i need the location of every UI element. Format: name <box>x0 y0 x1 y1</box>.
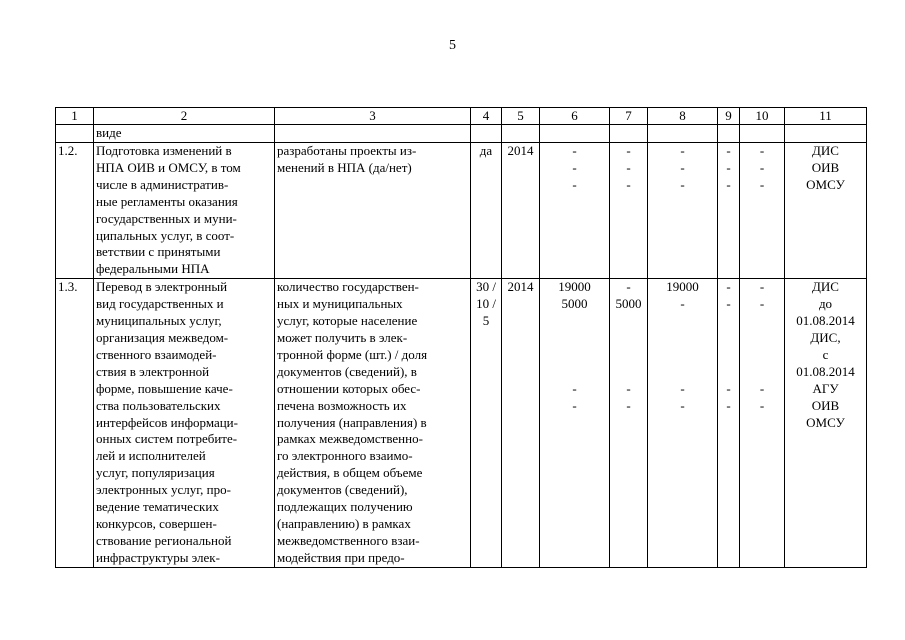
measure-name <box>94 143 275 279</box>
value-c4: да <box>471 143 502 279</box>
text-line: форме, повышение каче- <box>96 380 233 396</box>
text-line <box>720 313 737 330</box>
text-line: - <box>759 279 765 295</box>
text-line: Перевод в электронный <box>96 279 228 295</box>
text-line: ветствии с принятыми <box>96 244 221 260</box>
text-line: - <box>759 176 765 192</box>
text-line: - <box>680 380 685 396</box>
text-line <box>612 330 645 347</box>
text-line: - <box>626 380 631 396</box>
text-line <box>742 313 782 330</box>
indicator-text <box>275 143 471 279</box>
text-line: - <box>726 380 731 396</box>
text-line: - <box>572 380 577 396</box>
text-line: менений в НПА (да/нет) <box>277 159 412 175</box>
text-line: с <box>822 346 829 362</box>
value-c10 <box>740 143 785 279</box>
text-line: количество государствен- <box>277 279 419 295</box>
text-line: АГУ <box>812 380 839 396</box>
text-line: 5 <box>482 313 490 329</box>
text-line: 5000 <box>615 296 642 312</box>
text-line: ственного взаимодей- <box>96 346 217 362</box>
header-cell: 11 <box>785 108 867 125</box>
text-line: - <box>726 159 731 175</box>
text-line: - <box>726 296 731 312</box>
text-line <box>650 330 715 347</box>
page-number: 5 <box>449 38 456 53</box>
text-line: - <box>572 143 577 158</box>
text-line: 5000 <box>561 296 588 312</box>
text-line: - <box>726 143 731 158</box>
text-line <box>612 313 645 330</box>
text-line <box>542 347 607 364</box>
text-line: услуг, популяризация <box>96 465 215 481</box>
text-line: 19000 <box>666 279 699 295</box>
value-c6 <box>540 279 610 567</box>
text-line: - <box>759 159 765 175</box>
text-line: Подготовка изменений в <box>96 143 232 158</box>
header-cell: 2 <box>94 108 275 125</box>
text-line: 01.08.2014 <box>796 363 855 379</box>
responsible-executors <box>785 143 867 279</box>
continued-name: виде <box>94 125 275 143</box>
value-c7 <box>610 279 648 567</box>
text-line: действия, в общем объеме <box>277 465 423 481</box>
text-line: (направлению) в рамках <box>277 515 411 531</box>
text-line <box>612 364 645 381</box>
text-line: модействия при предо- <box>277 549 405 565</box>
text-line: - <box>680 143 685 158</box>
text-line: конкурсов, совершен- <box>96 515 217 531</box>
table-row-continued <box>56 125 867 143</box>
header-cell: 10 <box>740 108 785 125</box>
text-line: печена возможность их <box>277 397 407 413</box>
text-line: получения (направления) в <box>277 414 427 430</box>
text-line <box>650 347 715 364</box>
text-line: ствия в электронной <box>96 363 210 379</box>
text-line: ведение тематических <box>96 499 219 515</box>
text-line: вид государственных и <box>96 296 224 312</box>
text-line: ОМСУ <box>806 414 845 430</box>
text-line: - <box>680 296 685 312</box>
text-line: лей и исполнителей <box>96 448 206 464</box>
header-cell: 4 <box>471 108 502 125</box>
text-line: 10 / <box>476 296 496 312</box>
text-line: - <box>759 380 765 396</box>
header-cell: 6 <box>540 108 610 125</box>
row-number: 1.3. <box>56 279 94 567</box>
text-line: - <box>626 159 631 175</box>
text-line <box>742 364 782 381</box>
value-c4 <box>471 279 502 567</box>
text-line <box>650 364 715 381</box>
table-row-1-3 <box>56 279 867 567</box>
text-line: электронных услуг, про- <box>96 482 231 498</box>
text-line: - <box>680 159 685 175</box>
header-cell: 7 <box>610 108 648 125</box>
text-line: ДИС <box>812 279 839 295</box>
header-cell: 8 <box>648 108 718 125</box>
text-line: муниципальных услуг, <box>96 313 222 329</box>
text-line: ствование региональной <box>96 532 232 548</box>
text-line: - <box>759 296 765 312</box>
text-line: - <box>680 176 685 192</box>
text-line: - <box>572 159 577 175</box>
measure-name <box>94 279 275 567</box>
text-line <box>612 347 645 364</box>
text-line: - <box>759 143 765 158</box>
text-line <box>542 313 607 330</box>
table-header-row <box>56 108 867 125</box>
text-line <box>720 364 737 381</box>
text-line: документов (сведений), <box>277 482 408 498</box>
text-line: документов (сведений), в <box>277 363 417 379</box>
text-line: ные регламенты оказания <box>96 193 238 209</box>
year-cell: 2014 <box>502 143 540 279</box>
text-line: - <box>572 397 577 413</box>
text-line: числе в административ- <box>96 176 229 192</box>
text-line: до <box>818 296 833 312</box>
text-line: инфраструктуры элек- <box>96 549 220 565</box>
text-line <box>542 330 607 347</box>
text-line: 19000 <box>558 279 591 295</box>
value-c9 <box>718 279 740 567</box>
text-line: - <box>626 176 631 192</box>
responsible-executors <box>785 279 867 567</box>
row-number: 1.2. <box>56 143 94 279</box>
value-c6 <box>540 143 610 279</box>
text-line: тронной форме (шт.) / доля <box>277 346 428 362</box>
text-line: рамках межведомственно- <box>277 431 423 447</box>
text-line: - <box>759 397 765 413</box>
text-line: НПА ОИВ и ОМСУ, в том <box>96 159 241 175</box>
table-row-1-2 <box>56 143 867 279</box>
value-c10 <box>740 279 785 567</box>
value-c7 <box>610 143 648 279</box>
text-line: - <box>726 397 731 413</box>
text-line: 01.08.2014 <box>796 313 855 329</box>
text-line: онных систем потребите- <box>96 431 238 447</box>
text-line: ных и муниципальных <box>277 296 403 312</box>
year-cell: 2014 <box>502 279 540 567</box>
text-line <box>720 347 737 364</box>
text-line: может получить в элек- <box>277 329 408 345</box>
text-line: - <box>626 279 631 295</box>
text-line: ДИС, <box>810 329 841 345</box>
text-line: - <box>726 176 731 192</box>
value-c8 <box>648 143 718 279</box>
text-line: - <box>626 143 631 158</box>
text-line: ства пользовательских <box>96 397 221 413</box>
value-c8 <box>648 279 718 567</box>
text-line: федеральными НПА <box>96 261 210 277</box>
indicator-text <box>275 279 471 567</box>
text-line: ОМСУ <box>806 176 845 192</box>
text-line: организация межведом- <box>96 329 229 345</box>
text-line: - <box>726 279 731 295</box>
plan-table <box>55 107 867 568</box>
text-line: отношении которых обес- <box>277 380 421 396</box>
header-cell: 9 <box>718 108 740 125</box>
text-line: подлежащих получению <box>277 499 413 515</box>
text-line <box>542 364 607 381</box>
text-line <box>742 330 782 347</box>
text-line: ДИС <box>812 143 839 158</box>
text-line <box>650 313 715 330</box>
text-line: ОИВ <box>811 397 840 413</box>
text-line: государственных и муни- <box>96 210 237 226</box>
text-line: - <box>572 176 577 192</box>
header-cell: 5 <box>502 108 540 125</box>
text-line: интерфейсов информаци- <box>96 414 238 430</box>
text-line: го электронного взаимо- <box>277 448 413 464</box>
value-c9 <box>718 143 740 279</box>
text-line: межведомственного взаи- <box>277 532 420 548</box>
text-line: услуг, которые население <box>277 313 418 329</box>
text-line: ОИВ <box>811 159 840 175</box>
text-line: - <box>680 397 685 413</box>
header-cell: 3 <box>275 108 471 125</box>
text-line: - <box>626 397 631 413</box>
text-line: 30 / <box>476 279 496 295</box>
text-line: ципальных услуг, в соот- <box>96 227 235 243</box>
text-line <box>720 330 737 347</box>
text-line <box>742 347 782 364</box>
text-line: разработаны проекты из- <box>277 143 417 158</box>
header-cell: 1 <box>56 108 94 125</box>
